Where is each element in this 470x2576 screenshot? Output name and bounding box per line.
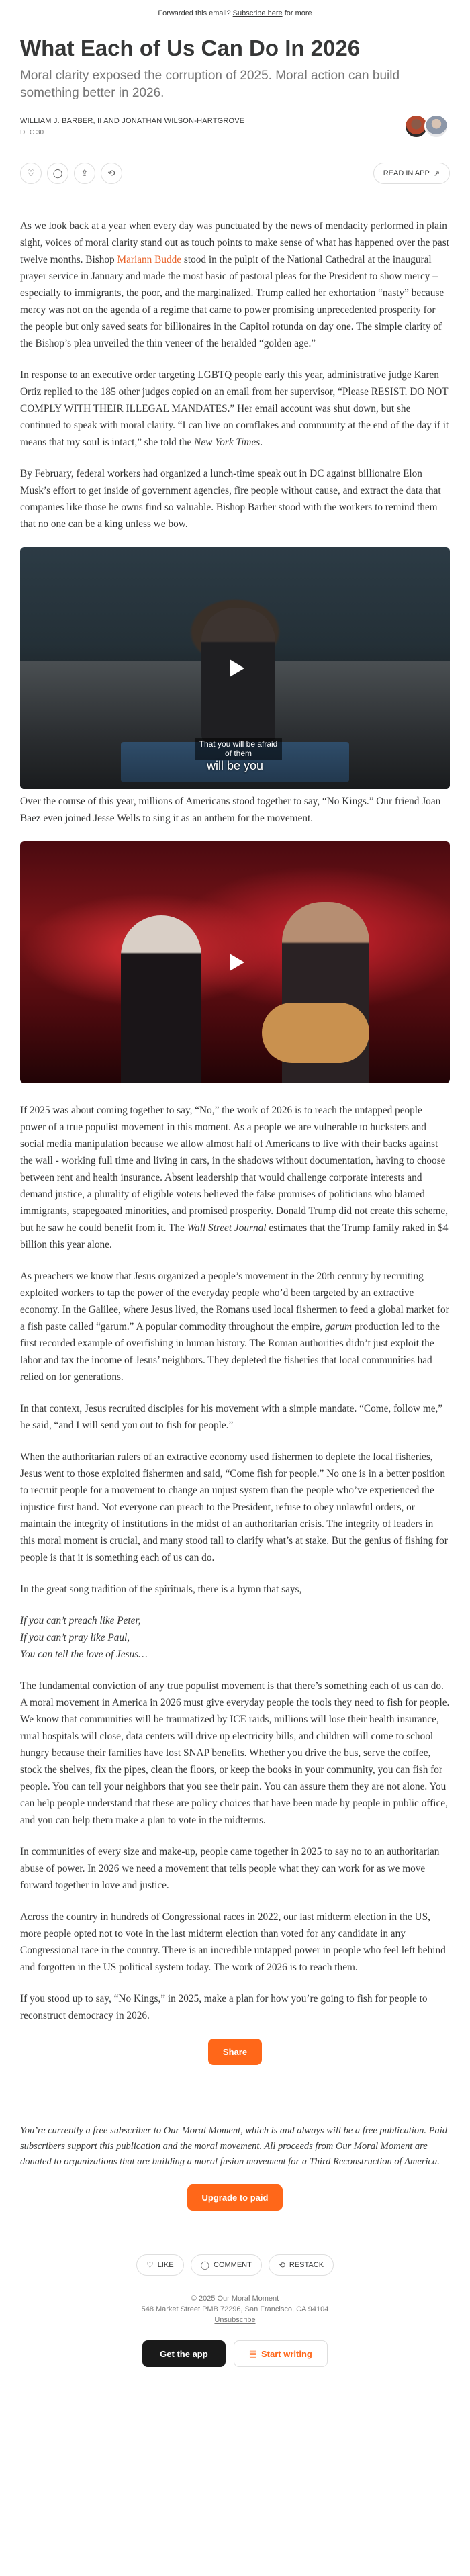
restack-label: RESTACK: [289, 2261, 324, 2269]
footer-buttons: [20, 2326, 450, 2387]
comment-button[interactable]: [47, 163, 68, 184]
byline: [20, 114, 450, 145]
paragraph: In response to an executive order targeting LGBTQ people early this year, administrative judge Karen Ortiz replied to the 185 other judges copied on an email from her supervisor, “Please RESIST. DO NOT COMPLY WITH THEIR ILLEGAL MANDATES.” Her email account was shut down, but she continued to speak with moral clarity. “I can live on cornflakes and community at the end of the day if it means that my soul is intact,” she told the New York Times.: [20, 369, 449, 448]
like-button[interactable]: [20, 163, 42, 184]
comment-icon: ◯: [200, 2260, 210, 2270]
start-writing-button[interactable]: [234, 2340, 328, 2367]
forward-suffix: for more: [284, 9, 312, 17]
restack-button[interactable]: [101, 163, 122, 184]
paragraph: The fundamental conviction of any true populist movement is that there’s something each of us can do. A moral movement in America in 2026 must give everyday people the tools they need to fish for people. We know that communities will be traumatized by ICE raids, millions will lose their health insurance, rural hospitals will close, data centers will drive up electricity bills, and children will come to school hungry because their families have lost SNAP benefits. Whether you drive the bus, serve the coffee, stock the shelves, fix the pipes, clean the floors, or keep the books in your community, you can fish for people. You can tell your neighbors that you see their pain. You can assure them they are not alone. You can help people understand that these are policy choices that have been made by people in public office, and you can help them make a plan to vote in the midterms.: [20, 1680, 450, 1826]
video-embed-song[interactable]: [20, 841, 450, 1083]
get-the-app-button[interactable]: Get the app: [142, 2340, 226, 2367]
author-avatars: [404, 114, 450, 138]
subscription-text: You’re currently a free subscriber to Our Moral Moment, which is and always will be a free publication. Paid subscribers support this publication and the moral movement. All proceeds from Our Moral Moment are donated to organizations that are building a moral fusion movement for a Third Reconstruction of America.: [20, 2125, 448, 2167]
paragraph: As we look back at a year when every day was punctuated by the news of mendacity performed in plain sight, voices of moral clarity stand out as touch points to make sense of what has happened over the past twelve months. Bishop Mariann Budde stood in the pulpit of the National Cathedral at the inaugural prayer service in January and made the most basic of pastoral pleas for the President to show mercy – especially to immigrants, the poor, and the marginalized. Trump called her exhortation “nasty” because mercy was not on the agenda of a regime that came to power promising unprecedented prosperity for the people but only saved seats for billionaires in the Capitol rotunda on day one. The simple clarity of the Bishop’s plea unveiled the thin veneer of the heralded “golden age.”: [20, 220, 449, 349]
video-guitar: [262, 1003, 369, 1063]
video-singer: [121, 915, 201, 1083]
paragraph: Over the course of this year, millions of Americans stood together to say, “No Kings.” Our friend Joan Baez even joined Jesse Wells to sing it as an anthem for the movement.: [20, 796, 441, 824]
footer-restack-button[interactable]: [269, 2254, 334, 2276]
post-subtitle: Moral clarity exposed the corruption of 2025. Moral action can build something better in 2026.: [20, 68, 400, 100]
arrow-up-right-icon: ↗: [433, 169, 440, 178]
forward-text: Forwarded this email?: [158, 9, 231, 17]
subscription-notice: [20, 2099, 450, 2227]
paragraph: When the authoritarian rulers of an extractive economy used fishermen to deplete the local fisheries, Jesus went to those exploited fishermen and said, “Come fish for people.” No one is in a better position to recruit people for a movement to change an unjust system than the people who’ve experienced the injustice first hand. Not everyone can preach to the President, refuse to obey unlawful orders, or maintain the integrity of institutions in the midst of an authoritarian crisis. The integrity of leaders in this moral moment is crucial, and many stood tall to clarify what’s at stake. But the genius of fishing for people is that it is something each of us can do.: [20, 1451, 448, 1563]
footer-like-button[interactable]: [136, 2254, 184, 2276]
restack-icon: ⟲: [107, 168, 115, 179]
post-body: [20, 218, 450, 2024]
footer-actions: [20, 2227, 450, 2287]
heart-icon: ♡: [146, 2260, 154, 2270]
footer-comment-button[interactable]: [191, 2254, 262, 2276]
poem-line: If you can’t preach like Peter,: [20, 1615, 141, 1626]
like-label: LIKE: [157, 2261, 174, 2269]
post-date: DEC 30: [20, 129, 44, 136]
poem: [20, 1612, 450, 1663]
paragraph: If you stood up to say, “No Kings,” in 2025, make a plan for how you’re going to fish for people to reconstruct democracy in 2026.: [20, 1993, 428, 2021]
substack-logo-icon: ▤: [248, 2348, 257, 2359]
avatar[interactable]: [424, 114, 449, 138]
paragraph: Across the country in hundreds of Congressional races in 2022, our last midterm election in the US, more people opted not to vote in the last midterm election than voted for any candidate in any Congressional race in the country. There is an incredible untapped power in people who feel left behind and forgotten in the US political system today. The work of 2026 is to reach them.: [20, 1911, 446, 1973]
upgrade-to-paid-button[interactable]: Upgrade to paid: [187, 2184, 283, 2211]
subscribe-link[interactable]: Subscribe here: [232, 9, 283, 17]
share-section: [20, 2039, 450, 2065]
copyright: © 2025 Our Moral Moment: [191, 2295, 279, 2303]
poem-line: You can tell the love of Jesus…: [20, 1649, 148, 1660]
share-post-button[interactable]: Share: [208, 2039, 262, 2065]
paragraph: In that context, Jesus recruited disciples for his movement with a simple mandate. “Come, follow me,” he said, “and I will send you out to fish for people.”: [20, 1403, 443, 1431]
mariann-budde-link[interactable]: Mariann Budde: [117, 254, 182, 265]
share-button[interactable]: [74, 163, 95, 184]
play-icon[interactable]: [218, 945, 252, 980]
play-icon[interactable]: [218, 651, 252, 686]
paragraph: In communities of every size and make-up, people came together in 2025 to say no to an authoritarian abuse of power. In 2026 we need a movement that tells people what they can work for as we move forward together in love and justice.: [20, 1846, 440, 1891]
start-writing-label: Start writing: [261, 2348, 312, 2359]
read-in-app-label: READ IN APP: [383, 169, 430, 177]
paragraph: As preachers we know that Jesus organized a people’s movement in the 20th century by recruiting exploited workers to tap the power of the everyday people who’d been targeted by an extractive economy. In the Galilee, where Jesus lived, the Romans used local fishermen to feed a global market for a fish paste called “garum.” A popular commodity throughout the empire, garum production led to the first recorded example of overfishing in human history. The Roman authorities didn’t just exploit the labor and tax the income of Jesus’ neighbors. They depleted the fisheries that local communities had relied on for generations.: [20, 1271, 449, 1383]
paragraph: If 2025 was about coming together to say, “No,” the work of 2026 is to reach the untapped people power of a true populist movement in this moment. As a people we are vulnerable to hucksters and social media manipulation because we allow almost half of Americans to live with their backs against the wall - working full time and living in cars, in the shadows without documentation, having to choose between rent and health insurance. Absent leadership that would challenge corporate interests and demand justice, a plurality of eligible voters believed the false promises of politicians who blamed immigrants, scapegoated minorities, and promised prosperity. Donald Trump did not create this scheme, but he saw he could benefit from it. The Wall Street Journal estimates that the Trump family raked in $4 billion this year alone.: [20, 1105, 449, 1250]
share-icon: ⇪: [81, 168, 89, 179]
paragraph: By February, federal workers had organized a lunch-time speak out in DC against billionaire Elon Musk’s effort to get inside of government agencies, fire people without cause, and extract the data that companies like those he owns find so valuable. Bishop Barber stood with the workers to remind them that no one can be a king unless we bow.: [20, 468, 441, 530]
authors[interactable]: WILLIAM J. BARBER, II AND JONATHAN WILSON-HARTGROVE: [20, 117, 245, 125]
comment-label: COMMENT: [214, 2261, 252, 2269]
video-subtitle-large: will be you: [206, 759, 264, 772]
read-in-app-button[interactable]: [373, 163, 450, 184]
unsubscribe-link[interactable]: Unsubscribe: [214, 2316, 256, 2324]
footer: [20, 2287, 450, 2326]
heart-icon: ♡: [27, 168, 35, 179]
post-toolbar: [20, 152, 450, 193]
paragraph: In the great song tradition of the spirituals, there is a hymn that says,: [20, 1583, 302, 1595]
poem-line: If you can’t pray like Paul,: [20, 1632, 130, 1643]
video-subtitle: That you will be afraid of them: [195, 738, 282, 760]
address: 548 Market Street PMB 72296, San Francisco, CA 94104: [141, 2305, 329, 2313]
forward-banner: [20, 0, 450, 28]
post-title[interactable]: What Each of Us Can Do In 2026: [20, 36, 361, 60]
comment-icon: ◯: [52, 168, 63, 179]
video-embed-speech[interactable]: [20, 547, 450, 789]
upgrade-section: [20, 2184, 450, 2211]
restack-icon: ⟲: [278, 2260, 285, 2270]
email-container: [20, 0, 450, 2387]
